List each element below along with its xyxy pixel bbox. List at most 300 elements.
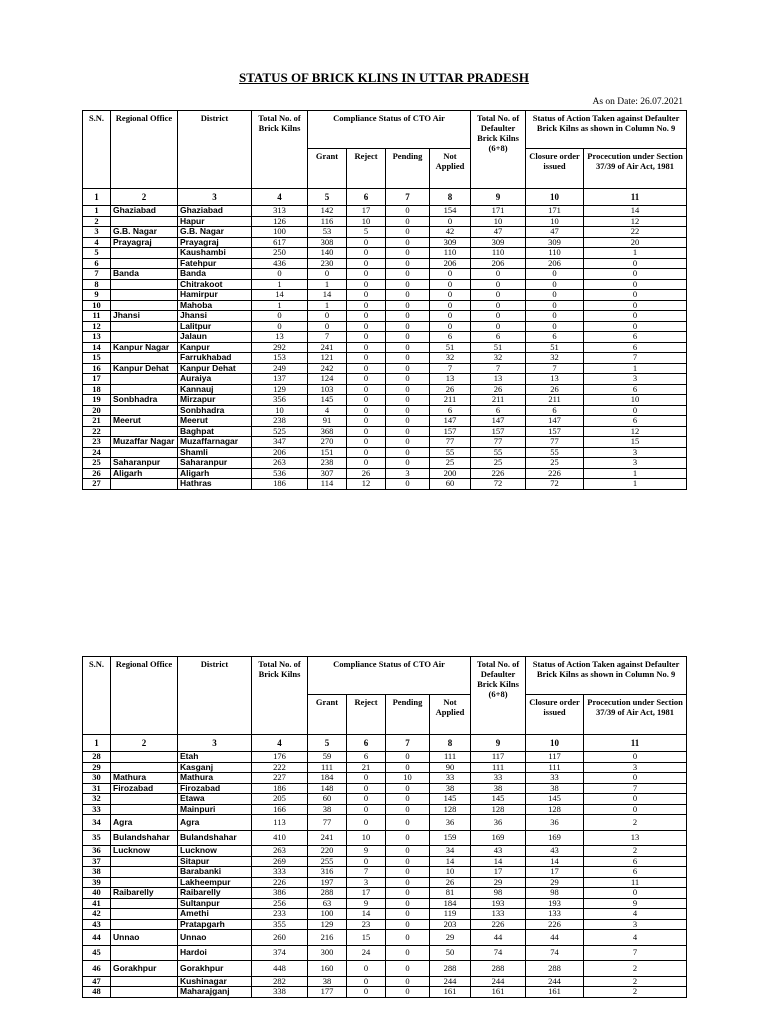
prosecution-cell: 6: [584, 416, 687, 427]
pending-cell: 0: [386, 416, 430, 427]
defaulter-cell: 171: [471, 206, 526, 217]
table-row: [83, 930, 687, 946]
total-cell: 525: [252, 426, 308, 437]
prosecution-cell: 0: [584, 794, 687, 805]
prosecution-cell: 0: [584, 888, 687, 899]
sn-cell: 43: [83, 919, 111, 930]
not-applied-cell: 25: [430, 458, 471, 469]
table-row: [83, 898, 687, 909]
total-cell: 0: [252, 311, 308, 322]
grant-cell: 0: [308, 269, 347, 280]
defaulter-cell: 157: [471, 426, 526, 437]
sn-cell: 6: [83, 258, 111, 269]
table-row: [83, 300, 687, 311]
district-cell: Aligarh: [178, 468, 252, 479]
defaulter-cell: 43: [471, 846, 526, 857]
table-row: [83, 961, 687, 977]
table-row: [83, 353, 687, 364]
not-applied-cell: 206: [430, 258, 471, 269]
defaulter-cell: 206: [471, 258, 526, 269]
grant-cell: 14: [308, 290, 347, 301]
header-prosecution: Procecution under Section 37/39 of Air Act, 1981: [584, 149, 687, 189]
regional-office-cell: Muzaffar Nagar: [111, 437, 178, 448]
pending-cell: 0: [386, 856, 430, 867]
district-cell: Kannauj: [178, 384, 252, 395]
grant-cell: 121: [308, 353, 347, 364]
defaulter-cell: 13: [471, 374, 526, 385]
table-row: [83, 815, 687, 831]
district-cell: Auraiya: [178, 374, 252, 385]
pending-cell: 0: [386, 783, 430, 794]
pending-cell: 0: [386, 867, 430, 878]
not-applied-cell: 81: [430, 888, 471, 899]
reject-cell: 0: [347, 279, 386, 290]
grant-cell: 316: [308, 867, 347, 878]
sn-cell: 3: [83, 227, 111, 238]
regional-office-cell: [111, 762, 178, 773]
page-title: STATUS OF BRICK KLINS IN UTTAR PRADESH: [239, 70, 529, 85]
not-applied-cell: 26: [430, 877, 471, 888]
regional-office-cell: [111, 987, 178, 998]
defaulter-cell: 110: [471, 248, 526, 259]
grant-cell: 220: [308, 846, 347, 857]
col-num: 1: [83, 189, 111, 206]
prosecution-cell: 6: [584, 384, 687, 395]
grant-cell: 103: [308, 384, 347, 395]
not-applied-cell: 0: [430, 300, 471, 311]
not-applied-cell: 34: [430, 846, 471, 857]
not-applied-cell: 90: [430, 762, 471, 773]
reject-cell: 0: [347, 374, 386, 385]
closure-cell: 6: [526, 405, 584, 416]
not-applied-cell: 60: [430, 479, 471, 490]
prosecution-cell: 1: [584, 248, 687, 259]
reject-cell: 0: [347, 300, 386, 311]
table-row: [83, 269, 687, 280]
district-cell: Baghpat: [178, 426, 252, 437]
not-applied-cell: 211: [430, 395, 471, 406]
reject-cell: 0: [347, 815, 386, 831]
regional-office-cell: [111, 248, 178, 259]
prosecution-cell: 0: [584, 321, 687, 332]
prosecution-cell: 0: [584, 773, 687, 784]
grant-cell: 307: [308, 468, 347, 479]
sn-cell: 25: [83, 458, 111, 469]
pending-cell: 3: [386, 468, 430, 479]
total-cell: 233: [252, 909, 308, 920]
reject-cell: 26: [347, 468, 386, 479]
total-cell: 1: [252, 300, 308, 311]
table-row: [83, 945, 687, 961]
district-cell: Barabanki: [178, 867, 252, 878]
grant-cell: 368: [308, 426, 347, 437]
pending-cell: 0: [386, 877, 430, 888]
sn-cell: 37: [83, 856, 111, 867]
col-num: 6: [347, 735, 386, 752]
district-cell: Ghaziabad: [178, 206, 252, 217]
regional-office-cell: Unnao: [111, 930, 178, 946]
defaulter-cell: 6: [471, 405, 526, 416]
brick-kiln-table-1: [82, 110, 687, 490]
total-cell: 269: [252, 856, 308, 867]
district-cell: Bulandshahar: [178, 830, 252, 846]
table-row: [83, 830, 687, 846]
sn-cell: 21: [83, 416, 111, 427]
total-cell: 260: [252, 930, 308, 946]
total-cell: 347: [252, 437, 308, 448]
defaulter-cell: 309: [471, 237, 526, 248]
sn-cell: 41: [83, 898, 111, 909]
pending-cell: 0: [386, 237, 430, 248]
sn-cell: 20: [83, 405, 111, 416]
regional-office-cell: [111, 804, 178, 815]
district-cell: Hapur: [178, 216, 252, 227]
closure-cell: 44: [526, 930, 584, 946]
table-row: [83, 395, 687, 406]
pending-cell: 0: [386, 976, 430, 987]
header-defaulter: Total No. of Defaulter Brick Kilns (6+8): [471, 111, 526, 189]
closure-cell: 288: [526, 961, 584, 977]
sn-cell: 5: [83, 248, 111, 259]
district-cell: Lucknow: [178, 846, 252, 857]
sn-cell: 32: [83, 794, 111, 805]
closure-cell: 72: [526, 479, 584, 490]
sn-cell: 23: [83, 437, 111, 448]
defaulter-cell: 111: [471, 762, 526, 773]
defaulter-cell: 0: [471, 300, 526, 311]
reject-cell: 0: [347, 353, 386, 364]
closure-cell: 206: [526, 258, 584, 269]
district-cell: Farrukhabad: [178, 353, 252, 364]
grant-cell: 77: [308, 815, 347, 831]
district-cell: Kasganj: [178, 762, 252, 773]
not-applied-cell: 6: [430, 405, 471, 416]
grant-cell: 100: [308, 909, 347, 920]
prosecution-cell: 6: [584, 332, 687, 343]
total-cell: 338: [252, 987, 308, 998]
table-row: [83, 227, 687, 238]
table-row: [83, 216, 687, 227]
reject-cell: 0: [347, 237, 386, 248]
pending-cell: 0: [386, 479, 430, 490]
regional-office-cell: [111, 898, 178, 909]
table-row: [83, 867, 687, 878]
header-closure: Closure order issued: [526, 695, 584, 735]
regional-office-cell: [111, 752, 178, 763]
prosecution-cell: 7: [584, 783, 687, 794]
defaulter-cell: 77: [471, 437, 526, 448]
defaulter-cell: 128: [471, 804, 526, 815]
closure-cell: 17: [526, 867, 584, 878]
prosecution-cell: 9: [584, 898, 687, 909]
grant-cell: 241: [308, 342, 347, 353]
prosecution-cell: 20: [584, 237, 687, 248]
district-cell: Unnao: [178, 930, 252, 946]
closure-cell: 47: [526, 227, 584, 238]
district-cell: G.B. Nagar: [178, 227, 252, 238]
grant-cell: 288: [308, 888, 347, 899]
reject-cell: 0: [347, 783, 386, 794]
not-applied-cell: 111: [430, 752, 471, 763]
grant-cell: 0: [308, 311, 347, 322]
regional-office-cell: [111, 447, 178, 458]
closure-cell: 98: [526, 888, 584, 899]
not-applied-cell: 288: [430, 961, 471, 977]
prosecution-cell: 0: [584, 752, 687, 763]
table-row: [83, 909, 687, 920]
district-cell: Jhansi: [178, 311, 252, 322]
grant-cell: 145: [308, 395, 347, 406]
regional-office-cell: [111, 279, 178, 290]
district-cell: Hardoi: [178, 945, 252, 961]
closure-cell: 7: [526, 363, 584, 374]
not-applied-cell: 145: [430, 794, 471, 805]
not-applied-cell: 36: [430, 815, 471, 831]
regional-office-cell: [111, 332, 178, 343]
total-cell: 126: [252, 216, 308, 227]
closure-cell: 55: [526, 447, 584, 458]
regional-office-cell: [111, 258, 178, 269]
defaulter-cell: 169: [471, 830, 526, 846]
col-num: 8: [430, 735, 471, 752]
defaulter-cell: 14: [471, 856, 526, 867]
defaulter-cell: 193: [471, 898, 526, 909]
grant-cell: 142: [308, 206, 347, 217]
defaulter-cell: 25: [471, 458, 526, 469]
header-district: District: [178, 657, 252, 735]
total-cell: 205: [252, 794, 308, 805]
not-applied-cell: 13: [430, 374, 471, 385]
sn-cell: 12: [83, 321, 111, 332]
grant-cell: 197: [308, 877, 347, 888]
closure-cell: 38: [526, 783, 584, 794]
sn-cell: 40: [83, 888, 111, 899]
sn-cell: 17: [83, 374, 111, 385]
prosecution-cell: 6: [584, 867, 687, 878]
not-applied-cell: 159: [430, 830, 471, 846]
reject-cell: 21: [347, 762, 386, 773]
table-row: [83, 856, 687, 867]
not-applied-cell: 0: [430, 279, 471, 290]
regional-office-cell: Jhansi: [111, 311, 178, 322]
header-prosecution: Procecution under Section 37/39 of Air Act, 1981: [584, 695, 687, 735]
pending-cell: 0: [386, 752, 430, 763]
district-cell: Mirzapur: [178, 395, 252, 406]
regional-office-cell: Prayagraj: [111, 237, 178, 248]
district-cell: Lalitpur: [178, 321, 252, 332]
table-row: [83, 248, 687, 259]
reject-cell: 0: [347, 458, 386, 469]
header-reject: Reject: [347, 695, 386, 735]
district-cell: Kaushambi: [178, 248, 252, 259]
closure-cell: 169: [526, 830, 584, 846]
sn-cell: 36: [83, 846, 111, 857]
grant-cell: 148: [308, 783, 347, 794]
reject-cell: 0: [347, 976, 386, 987]
prosecution-cell: 15: [584, 437, 687, 448]
not-applied-cell: 32: [430, 353, 471, 364]
defaulter-cell: 161: [471, 987, 526, 998]
grant-cell: 230: [308, 258, 347, 269]
regional-office-cell: Sonbhadra: [111, 395, 178, 406]
prosecution-cell: 3: [584, 458, 687, 469]
sn-cell: 42: [83, 909, 111, 920]
reject-cell: 0: [347, 794, 386, 805]
district-cell: Saharanpur: [178, 458, 252, 469]
grant-cell: 1: [308, 300, 347, 311]
total-cell: 333: [252, 867, 308, 878]
prosecution-cell: 3: [584, 919, 687, 930]
grant-cell: 300: [308, 945, 347, 961]
grant-cell: 38: [308, 804, 347, 815]
district-cell: Maharajganj: [178, 987, 252, 998]
pending-cell: 0: [386, 830, 430, 846]
regional-office-cell: [111, 384, 178, 395]
district-cell: Hathras: [178, 479, 252, 490]
pending-cell: 0: [386, 945, 430, 961]
regional-office-cell: [111, 794, 178, 805]
pending-cell: 0: [386, 342, 430, 353]
grant-cell: 255: [308, 856, 347, 867]
regional-office-cell: [111, 300, 178, 311]
table-row: [83, 290, 687, 301]
grant-cell: 242: [308, 363, 347, 374]
district-cell: Agra: [178, 815, 252, 831]
pending-cell: 0: [386, 216, 430, 227]
not-applied-cell: 6: [430, 332, 471, 343]
reject-cell: 9: [347, 846, 386, 857]
pending-cell: 0: [386, 269, 430, 280]
sn-cell: 8: [83, 279, 111, 290]
reject-cell: 17: [347, 888, 386, 899]
header-action: Status of Action Taken against Defaulter Brick Kilns as shown in Column No. 9: [526, 111, 687, 149]
header-not-applied: Not Applied: [430, 149, 471, 189]
total-cell: 129: [252, 384, 308, 395]
sn-cell: 33: [83, 804, 111, 815]
defaulter-cell: 0: [471, 311, 526, 322]
as-on-date: As on Date: 26.07.2021: [592, 97, 683, 107]
defaulter-cell: 55: [471, 447, 526, 458]
closure-cell: 36: [526, 815, 584, 831]
defaulter-cell: 29: [471, 877, 526, 888]
header-defaulter: Total No. of Defaulter Brick Kilns (6+8): [471, 657, 526, 735]
regional-office-cell: [111, 976, 178, 987]
col-num: 10: [526, 735, 584, 752]
prosecution-cell: 6: [584, 856, 687, 867]
closure-cell: 211: [526, 395, 584, 406]
prosecution-cell: 11: [584, 877, 687, 888]
sn-cell: 47: [83, 976, 111, 987]
not-applied-cell: 42: [430, 227, 471, 238]
reject-cell: 0: [347, 248, 386, 259]
defaulter-cell: 211: [471, 395, 526, 406]
reject-cell: 7: [347, 867, 386, 878]
table-2-body: [83, 752, 687, 998]
reject-cell: 23: [347, 919, 386, 930]
column-number-row: [83, 189, 687, 206]
table-row: [83, 416, 687, 427]
col-num: 11: [584, 189, 687, 206]
defaulter-cell: 226: [471, 919, 526, 930]
closure-cell: 14: [526, 856, 584, 867]
col-num: 7: [386, 735, 430, 752]
total-cell: 137: [252, 374, 308, 385]
regional-office-cell: [111, 479, 178, 490]
prosecution-cell: 2: [584, 815, 687, 831]
grant-cell: 308: [308, 237, 347, 248]
total-cell: 227: [252, 773, 308, 784]
closure-cell: 0: [526, 279, 584, 290]
grant-cell: 114: [308, 479, 347, 490]
reject-cell: 0: [347, 269, 386, 280]
sn-cell: 29: [83, 762, 111, 773]
prosecution-cell: 3: [584, 447, 687, 458]
table-row: [83, 447, 687, 458]
not-applied-cell: 33: [430, 773, 471, 784]
table-row: [83, 279, 687, 290]
sn-cell: 19: [83, 395, 111, 406]
table-row: [83, 468, 687, 479]
district-cell: Fatehpur: [178, 258, 252, 269]
reject-cell: 0: [347, 363, 386, 374]
closure-cell: 0: [526, 321, 584, 332]
prosecution-cell: 2: [584, 976, 687, 987]
total-cell: 100: [252, 227, 308, 238]
pending-cell: 0: [386, 290, 430, 301]
sn-cell: 14: [83, 342, 111, 353]
reject-cell: 0: [347, 437, 386, 448]
table-row: [83, 458, 687, 469]
regional-office-cell: [111, 945, 178, 961]
not-applied-cell: 29: [430, 930, 471, 946]
sn-cell: 28: [83, 752, 111, 763]
col-num: 3: [178, 189, 252, 206]
grant-cell: 1: [308, 279, 347, 290]
defaulter-cell: 0: [471, 290, 526, 301]
closure-cell: 226: [526, 919, 584, 930]
prosecution-cell: 12: [584, 426, 687, 437]
closure-cell: 51: [526, 342, 584, 353]
closure-cell: 32: [526, 353, 584, 364]
pending-cell: 0: [386, 762, 430, 773]
col-num: 10: [526, 189, 584, 206]
col-num: 2: [111, 189, 178, 206]
closure-cell: 10: [526, 216, 584, 227]
defaulter-cell: 0: [471, 269, 526, 280]
district-cell: Banda: [178, 269, 252, 280]
prosecution-cell: 10: [584, 395, 687, 406]
pending-cell: 0: [386, 804, 430, 815]
pending-cell: 0: [386, 321, 430, 332]
pending-cell: 0: [386, 258, 430, 269]
total-cell: 292: [252, 342, 308, 353]
header-sn: S.N.: [83, 657, 111, 735]
sn-cell: 15: [83, 353, 111, 364]
not-applied-cell: 0: [430, 311, 471, 322]
total-cell: 226: [252, 877, 308, 888]
regional-office-cell: Kanpur Dehat: [111, 363, 178, 374]
reject-cell: 5: [347, 227, 386, 238]
pending-cell: 0: [386, 363, 430, 374]
pending-cell: 0: [386, 374, 430, 385]
sn-cell: 7: [83, 269, 111, 280]
district-cell: Chitrakoot: [178, 279, 252, 290]
reject-cell: 0: [347, 384, 386, 395]
reject-cell: 0: [347, 804, 386, 815]
district-cell: Kanpur: [178, 342, 252, 353]
table-row: [83, 888, 687, 899]
defaulter-cell: 10: [471, 216, 526, 227]
